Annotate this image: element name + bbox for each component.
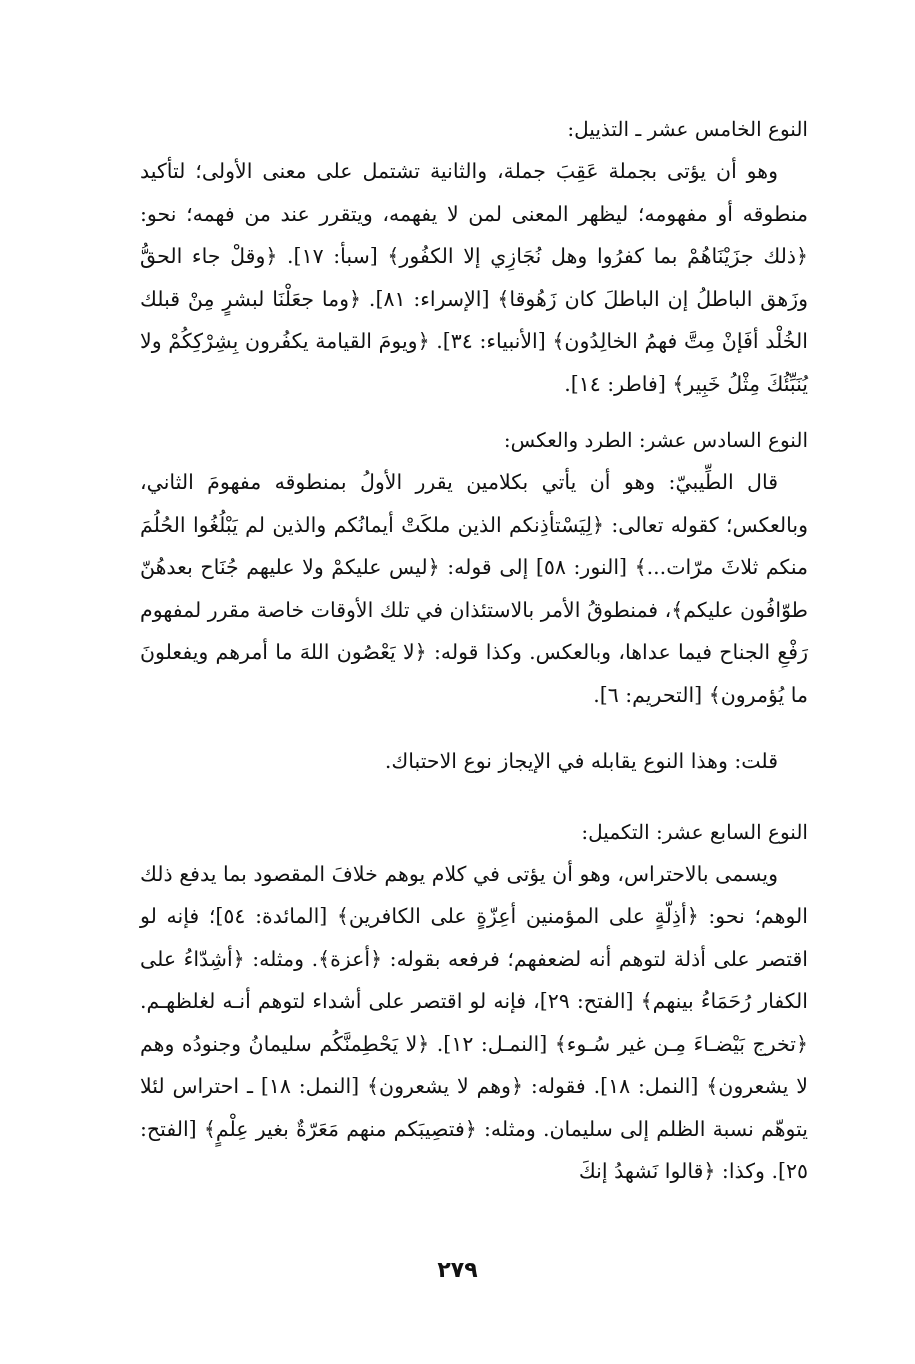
page-body xyxy=(140,108,808,1193)
section-title-tard-wal-aks: النوع السادس عشر: الطرد والعكس: xyxy=(503,428,808,452)
spacer xyxy=(140,716,808,740)
paragraph-takmil: ويسمى بالاحتراس، وهو أن يؤتى في كلام يوهم خلافَ المقصود بما يدفع ذلك الوهم؛ نحو: ﴿أذِلّةٍ على المؤمنين أعِزّةٍ على الكافرين﴾ [المائدة: ٥٤]؛ فإنه لو اقتصر على أذلة لتوهم أنه لضعفهم؛ فرفعه بقوله: ﴿أعزة﴾. ومثله: ﴿أشِدّاءُ على الكفار رُحَمَاءُ بينهم﴾ [الفتح: ٢٩]، فإنه لو اقتصر على أشداء لتوهم أنـه لغلظهـم. ﴿تخرج بَيْضـاءَ مِـن غير سُـوء﴾ [النمـل: ١٢]. ﴿لا يَحْطِمنَّكُم سليمانُ وجنودُه وهم لا يشعرون﴾ [النمل: ١٨]. فقوله: ﴿وهم لا يشعرون﴾ [النمل: ١٨] ـ احتراس لئلا يتوهّم نسبة الظلم إلى سليمان. ومثله: ﴿فتصِيبَكم منهم مَعَرّةٌ بغير عِلْمٍ﴾ [الفتح: ٢٥]. وكذا: ﴿قالوا نَشهدُ إنكَ xyxy=(140,861,808,1183)
paragraph-tard-wal-aks: قال الطِّيبيّ: وهو أن يأتي بكلامين يقرر الأولُ بمنطوقه مفهومَ الثاني، وبالعكس؛ كقوله تعالى: ﴿لِيَسْتأذِنكم الذين ملكَتْ أيمانُكم والذين لم يَبْلُغُوا الحُلُمَ منكم ثلاثَ مرّات...﴾ [النور: ٥٨] إلى قوله: ﴿ليس عليكمْ ولا عليهم جُنَاح بعدهُنّ طوّافُون عليكم﴾، فمنطوقُ الأمر بالاستئذان في تلك الأوقات خاصة مقرر لمفهوم رَفْعِ الجناح فيما عداها، وبالعكس. وكذا قوله: ﴿لا يَعْصُون اللهَ ما أمرهم ويفعلونَ ما يُؤمرون﴾ [التحريم: ٦]. xyxy=(140,470,808,707)
section-title-takmil: النوع السابع عشر: التكميل: xyxy=(581,819,808,844)
page-number: ٢٧٩ xyxy=(437,1258,478,1283)
paragraph-qultu: قلت: وهذا النوع يقابله في الإيجاز نوع الاحتباك. xyxy=(384,749,778,773)
paragraph-tadhyil: وهو أن يؤتى بجملة عَقِبَ جملة، والثانية تشتمل على معنى الأولى؛ لتأكيد منطوقه أو مفهومه؛ ليظهر المعنى لمن لا يفهمه، ويتقرر عند من فهمه؛ نحو: ﴿ذلك جزَيْنَاهُمْ بما كفرُوا وهل نُجَازِي إلا الكفُور﴾ [سبأ: ١٧]. ﴿وقلْ جاء الحقُّ وزَهق الباطلُ إن الباطلَ كان زَهُوقا﴾ [الإسراء: ٨١]. ﴿وما جعَلْنَا لبشرٍ مِنْ قبلك الخُلْد أفَإنْ مِتَّ فهمُ الخالِدُون﴾ [الأنبياء: ٣٤]. ﴿ويومَ القيامة يكفُرون بِشِرْكِكُمْ ولا يُنَبِّئُكَ مِثْلُ خَبِير﴾ [فاطر: ١٤]. xyxy=(140,159,808,396)
spacer xyxy=(140,783,808,811)
spacer xyxy=(140,405,808,419)
section-title-tadhyil: النوع الخامس عشر ـ التذييل: xyxy=(567,117,808,141)
